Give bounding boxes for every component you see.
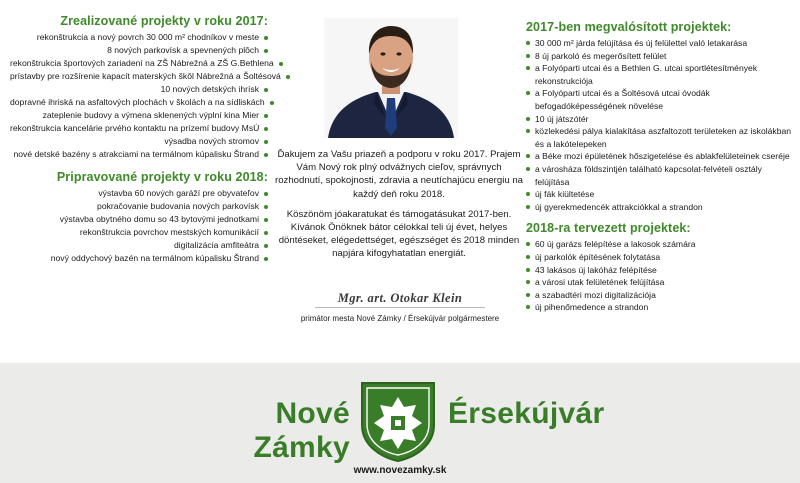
project-list-item: [10, 44, 268, 57]
greeting-hungarian: Köszönöm jóakaratukat és támogatásukat 2017-ben. Kívánok Önöknek bátor célokkal teli új évet, helyes döntéseket, elégedettséget, egészséget és 2018 minden napjára kifogyhatatlan energiát.: [278, 208, 520, 260]
project-list-item: [526, 251, 796, 264]
project-list-item: [10, 122, 268, 135]
bullet-icon: [264, 140, 268, 144]
project-list-item: [10, 200, 268, 213]
project-item-text: prístavby pre rozšírenie kapacít materských škôl Nábrežná a Šoltésová: [10, 71, 281, 81]
project-list-item: [526, 289, 796, 302]
bullet-icon: [526, 66, 530, 70]
project-item-text: a Folyóparti utcai és a Šoltésová utcai óvodák befogadóképességének növelése: [535, 88, 710, 111]
greeting-message: [274, 148, 524, 268]
project-list-item: [526, 301, 796, 314]
project-list-item: [10, 57, 274, 70]
hungarian-list-2018: [526, 238, 796, 314]
project-item-text: új pihenőmedence a strandon: [535, 302, 649, 313]
project-list-item: [10, 83, 268, 96]
project-list-item: [526, 50, 796, 63]
project-list-item: [10, 148, 268, 161]
project-list-item: [10, 239, 268, 252]
portrait-illustration: [324, 18, 458, 138]
project-item-text: 10 nových detských ihrísk: [160, 84, 259, 94]
bullet-icon: [264, 114, 268, 118]
project-item-text: a szabadtéri mozi digitalizációja: [535, 289, 656, 300]
project-item-text: a városháza földszintjén található kapcsolat-felvételi osztály felújítása: [535, 163, 762, 187]
bullet-icon: [526, 305, 530, 309]
project-item-text: nový oddychový bazén na termálnom kúpalisku Štrand: [50, 253, 259, 263]
project-list-item: [526, 37, 796, 50]
slovak-heading-2018: Pripravované projekty v roku 2018:: [56, 170, 268, 184]
project-item-text: rekonštrukcia a nový povrch 30 000 m² chodníkov v meste: [36, 32, 259, 42]
project-item-text: 30 000 m² járda felújítása és új felülettel való letakarása: [535, 38, 748, 48]
bullet-icon: [526, 117, 530, 121]
project-list-item: [526, 163, 796, 188]
project-item-text: 10 új játszótér: [535, 113, 589, 124]
project-list-item: [10, 96, 268, 109]
project-item-text: výstavba 60 nových garáží pre obyvateľov: [98, 188, 259, 198]
bullet-icon: [526, 91, 530, 95]
bullet-icon: [526, 41, 530, 45]
project-item-text: 8 nových parkovísk a spevnených plôch: [107, 45, 259, 55]
project-item-text: nové detské bazény s atrakciami na termálnom kúpalisku Štrand: [13, 149, 259, 159]
mayor-portrait-photo: [324, 18, 458, 138]
bullet-icon: [264, 88, 268, 92]
signature-line: [315, 307, 485, 308]
bullet-icon: [264, 192, 268, 196]
project-list-item: [526, 188, 796, 201]
project-item-text: výstavba obytného domu so 43 bytovými jednotkami: [59, 214, 259, 224]
project-item-text: a Béke mozi épületének hőszigetelése és ablakfelületeinek cseréje: [535, 151, 790, 162]
project-list-item: [526, 276, 796, 289]
greeting-slovak: Ďakujem za Vašu priazeň a podporu v roku 2017. Prajem Vám Nový rok plný odvážnych cieľov, správnych rozhodnutí, spokojnosti, zdravia a neutíchajúcu energiu na každý deň roku 2018.: [275, 149, 523, 200]
bullet-icon: [264, 244, 268, 248]
bullet-icon: [279, 62, 283, 66]
bullet-icon: [264, 49, 268, 53]
slovak-heading-2017: Zrealizované projekty v roku 2017:: [60, 14, 268, 28]
project-list-item: [526, 113, 796, 126]
hungarian-heading-2018: 2018-ra tervezett projektek:: [526, 221, 691, 236]
project-item-text: közlekedési pálya kialakítása aszfaltozott területeken az iskolákban és a lakótelepeken: [535, 126, 792, 149]
mayor-title: primátor mesta Nové Zámky / Érsekújvár polgármestere: [300, 314, 500, 323]
bullet-icon: [270, 101, 274, 105]
city-coat-of-arms-icon: [360, 381, 436, 463]
brand-name-hungarian: Érsekújvár: [448, 397, 605, 430]
project-item-text: pokračovanie budovania nových parkovísk: [97, 201, 259, 211]
bullet-icon: [526, 268, 530, 272]
brand-name-slovak: Nové Zámky: [253, 397, 350, 464]
project-item-text: dopravné ihriská na asfaltových plochách v školách a na sídliskách: [10, 97, 265, 107]
project-list-item: [10, 70, 281, 83]
project-item-text: rekonštrukcia športových zariadení na ZŠ Nábrežná a ZŠ G.Bethlena: [10, 58, 274, 68]
project-item-text: 60 új garázs felépítése a lakosok számára: [535, 239, 696, 250]
bullet-icon: [526, 54, 530, 58]
hungarian-heading-2017: 2017-ben megvalósított projektek:: [526, 20, 732, 34]
project-list-item: [10, 135, 268, 148]
project-item-text: rekonštrukcia povrchov mestských komunikácií: [79, 227, 259, 237]
project-list-item: [10, 109, 268, 122]
project-item-text: a Folyóparti utcai és a Bethlen G. utcai sportlétesítmények rekonstrukciója: [535, 63, 758, 86]
project-list-item: [526, 150, 796, 163]
project-item-text: a városi utak felületének felújítása: [535, 277, 665, 288]
project-list-item: [526, 62, 796, 87]
bullet-icon: [264, 218, 268, 222]
bullet-icon: [526, 129, 530, 133]
hungarian-list-2017: [526, 37, 796, 213]
hungarian-projects-column: [526, 20, 796, 314]
bullet-icon: [526, 205, 530, 209]
bullet-icon: [526, 192, 530, 196]
project-list-item: [526, 264, 796, 277]
bullet-icon: [264, 205, 268, 209]
project-item-text: 43 lakásos új lakóház felépítése: [535, 264, 657, 275]
bullet-icon: [526, 242, 530, 246]
project-list-item: [10, 31, 268, 44]
mayor-signature: Mgr. art. Otokar Klein: [337, 291, 463, 305]
bullet-icon: [526, 255, 530, 259]
project-list-item: [10, 187, 268, 200]
project-item-text: zateplenie budovy a výmena sklenených výplní kina Mier: [42, 110, 259, 120]
project-item-text: új fák kiültetése: [535, 189, 595, 200]
bullet-icon: [264, 127, 268, 131]
project-item-text: rekonštrukcia kancelárie prvého kontaktu na prízemí budovy MsÚ: [10, 123, 260, 133]
project-list-item: [10, 252, 268, 265]
project-item-text: digitalizácia amfiteátra: [173, 240, 259, 250]
bullet-icon: [286, 75, 290, 79]
slovak-list-2018: [10, 187, 268, 265]
project-list-item: [526, 238, 796, 251]
website-url: www.novezamky.sk: [353, 465, 447, 476]
project-item-text: új parkolók építésének folytatása: [535, 251, 661, 262]
project-item-text: výsadba nových stromov: [164, 136, 259, 146]
slovak-list-2017: [10, 31, 281, 161]
project-item-text: 8 új parkoló és megerősített felület: [535, 50, 667, 61]
project-list-item: [526, 125, 796, 150]
bullet-icon: [526, 280, 530, 284]
bullet-icon: [264, 36, 268, 40]
bullet-icon: [526, 154, 530, 158]
bullet-icon: [264, 153, 268, 157]
bullet-icon: [264, 257, 268, 261]
bullet-icon: [526, 293, 530, 297]
project-item-text: új gyerekmedencék attrakciókkal a strandon: [535, 201, 703, 212]
project-list-item: [526, 201, 796, 214]
bullet-icon: [264, 231, 268, 235]
project-list-item: [10, 226, 268, 239]
bullet-icon: [526, 167, 530, 171]
project-list-item: [10, 213, 268, 226]
slovak-projects-column: [10, 14, 281, 265]
project-list-item: [526, 87, 796, 112]
